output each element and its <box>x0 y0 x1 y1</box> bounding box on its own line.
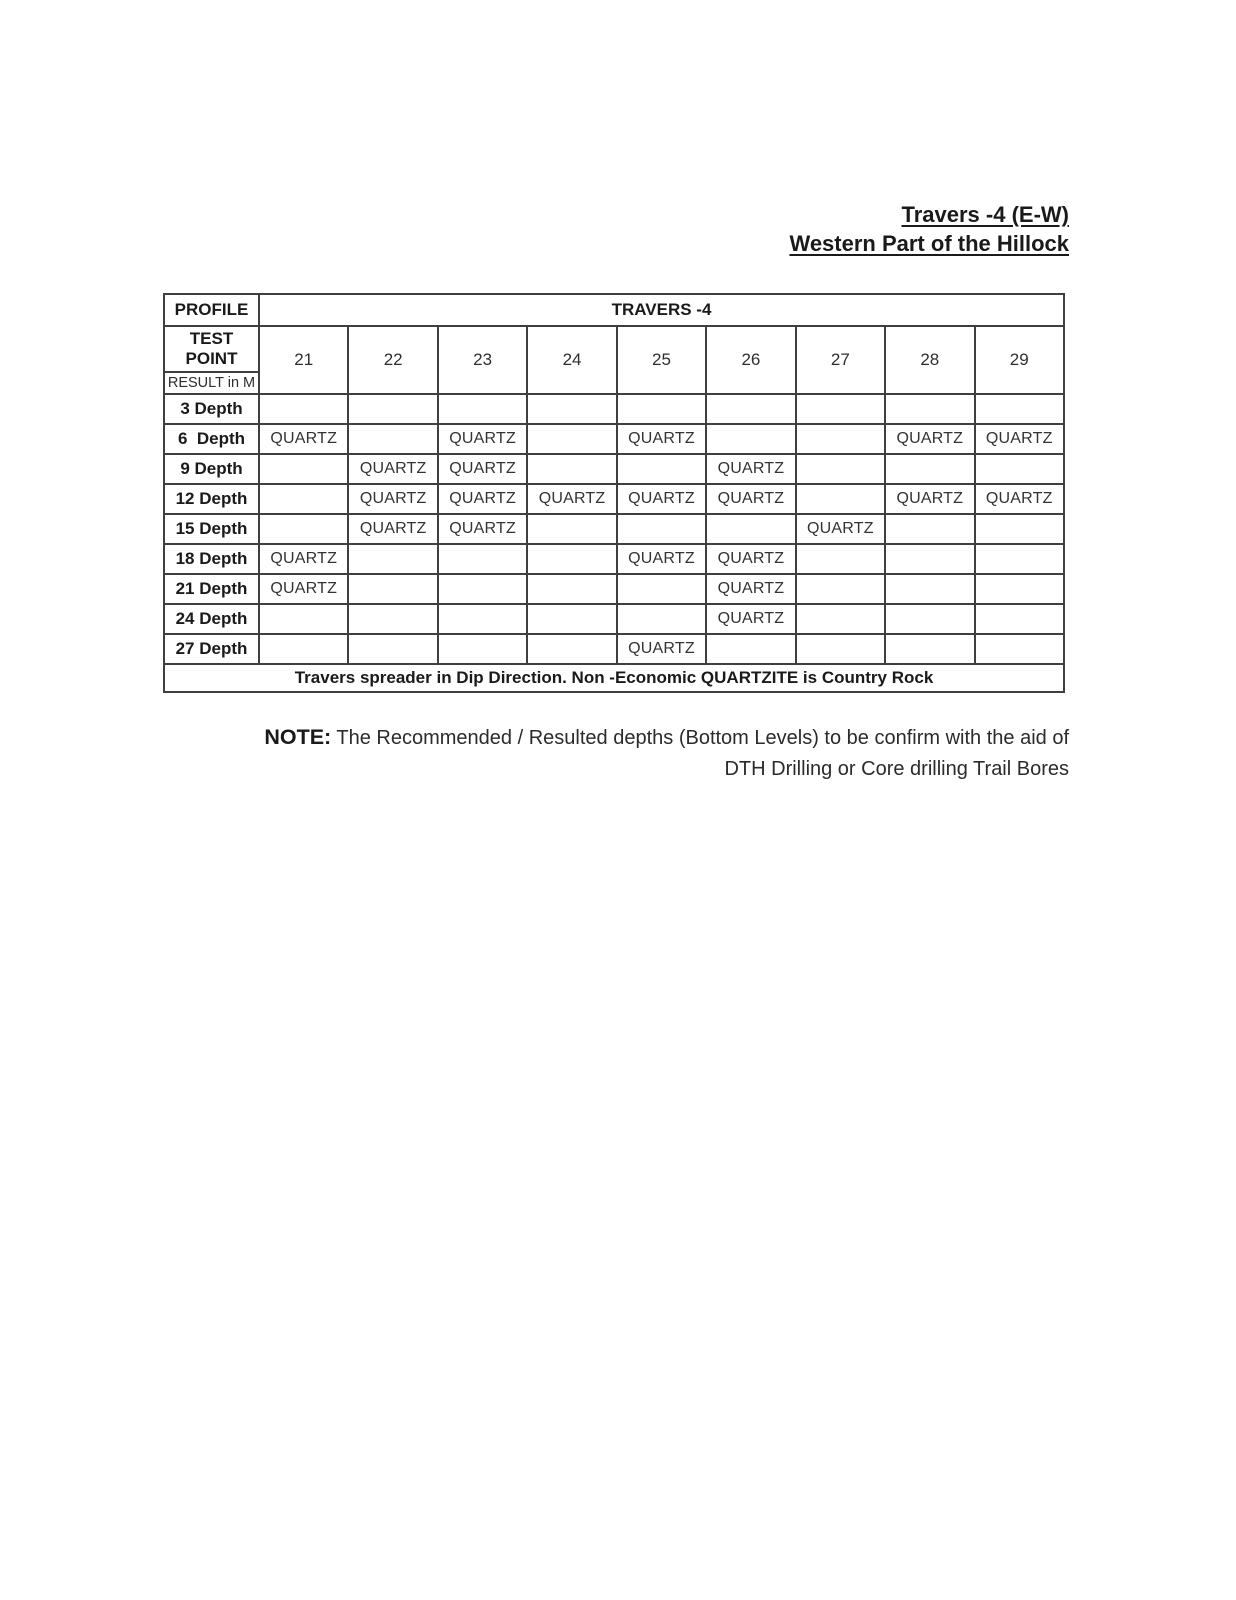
empty-cell <box>706 424 795 454</box>
empty-cell <box>348 544 437 574</box>
quartz-cell: QUARTZ <box>527 484 616 514</box>
table-row <box>164 484 1064 514</box>
empty-cell <box>348 574 437 604</box>
empty-cell <box>975 514 1065 544</box>
column-header-29: 29 <box>975 326 1065 394</box>
empty-cell <box>796 424 885 454</box>
table-row <box>164 574 1064 604</box>
empty-cell <box>796 394 885 424</box>
quartz-cell: QUARTZ <box>617 634 706 664</box>
empty-cell <box>438 604 527 634</box>
empty-cell <box>527 604 616 634</box>
note-line-1: The Recommended / Resulted depths (Bottom Levels) to be confirm with the aid of <box>336 727 1069 749</box>
empty-cell <box>796 484 885 514</box>
empty-cell <box>348 604 437 634</box>
table-row <box>164 424 1064 454</box>
depth-row-label: 9 Depth <box>164 454 259 484</box>
quartz-cell: QUARTZ <box>438 454 527 484</box>
table-row <box>164 394 1064 424</box>
empty-cell <box>796 634 885 664</box>
result-in-m-label: RESULT in M <box>164 372 259 394</box>
column-header-25: 25 <box>617 326 706 394</box>
test-point-label: TEST POINT <box>164 326 259 372</box>
quartz-cell: QUARTZ <box>259 544 348 574</box>
page-title-line-2: Western Part of the Hillock <box>789 231 1069 256</box>
empty-cell <box>617 454 706 484</box>
empty-cell <box>975 394 1065 424</box>
note-label: NOTE: <box>264 725 332 749</box>
empty-cell <box>885 394 974 424</box>
empty-cell <box>975 544 1065 574</box>
quartz-cell: QUARTZ <box>438 484 527 514</box>
empty-cell <box>527 394 616 424</box>
profile-row <box>164 294 1064 326</box>
empty-cell <box>706 394 795 424</box>
empty-cell <box>885 454 974 484</box>
quartz-cell: QUARTZ <box>617 424 706 454</box>
depth-row-label: 18 Depth <box>164 544 259 574</box>
empty-cell <box>885 604 974 634</box>
empty-cell <box>975 634 1065 664</box>
table-row <box>164 454 1064 484</box>
empty-cell <box>259 634 348 664</box>
empty-cell <box>885 514 974 544</box>
quartz-cell: QUARTZ <box>706 574 795 604</box>
table-row <box>164 544 1064 574</box>
column-header-28: 28 <box>885 326 974 394</box>
empty-cell <box>796 604 885 634</box>
quartz-cell: QUARTZ <box>885 424 974 454</box>
results-table-wrap <box>163 293 1065 693</box>
empty-cell <box>617 574 706 604</box>
quartz-cell: QUARTZ <box>259 424 348 454</box>
quartz-cell: QUARTZ <box>706 544 795 574</box>
empty-cell <box>259 484 348 514</box>
table-footer-text: Travers spreader in Dip Direction. Non -Economic QUARTZITE is Country Rock <box>164 664 1064 692</box>
empty-cell <box>259 514 348 544</box>
empty-cell <box>975 604 1065 634</box>
test-point-row <box>164 326 1064 372</box>
empty-cell <box>527 574 616 604</box>
quartz-cell: QUARTZ <box>348 454 437 484</box>
empty-cell <box>706 634 795 664</box>
quartz-cell: QUARTZ <box>706 454 795 484</box>
empty-cell <box>259 394 348 424</box>
depth-row-label: 21 Depth <box>164 574 259 604</box>
quartz-cell: QUARTZ <box>348 514 437 544</box>
empty-cell <box>885 544 974 574</box>
column-header-27: 27 <box>796 326 885 394</box>
page-title-line-1: Travers -4 (E-W) <box>901 202 1069 227</box>
empty-cell <box>617 514 706 544</box>
table-row <box>164 634 1064 664</box>
empty-cell <box>617 604 706 634</box>
quartz-cell: QUARTZ <box>796 514 885 544</box>
table-footer-row <box>164 664 1064 692</box>
empty-cell <box>348 394 437 424</box>
depth-row-label: 3 Depth <box>164 394 259 424</box>
empty-cell <box>796 574 885 604</box>
empty-cell <box>975 454 1065 484</box>
empty-cell <box>617 394 706 424</box>
empty-cell <box>527 544 616 574</box>
column-header-21: 21 <box>259 326 348 394</box>
depth-row-label: 27 Depth <box>164 634 259 664</box>
empty-cell <box>975 574 1065 604</box>
quartz-cell: QUARTZ <box>348 484 437 514</box>
empty-cell <box>348 424 437 454</box>
quartz-cell: QUARTZ <box>617 544 706 574</box>
empty-cell <box>259 604 348 634</box>
column-header-26: 26 <box>706 326 795 394</box>
note-paragraph <box>187 722 1069 785</box>
travers-results-table <box>163 293 1065 693</box>
depth-row-label: 12 Depth <box>164 484 259 514</box>
empty-cell <box>885 634 974 664</box>
empty-cell <box>885 574 974 604</box>
table-row <box>164 604 1064 634</box>
empty-cell <box>438 394 527 424</box>
quartz-cell: QUARTZ <box>617 484 706 514</box>
quartz-cell: QUARTZ <box>975 424 1065 454</box>
empty-cell <box>348 634 437 664</box>
empty-cell <box>259 454 348 484</box>
empty-cell <box>438 634 527 664</box>
depth-row-label: 15 Depth <box>164 514 259 544</box>
quartz-cell: QUARTZ <box>438 424 527 454</box>
empty-cell <box>706 514 795 544</box>
empty-cell <box>438 574 527 604</box>
empty-cell <box>438 544 527 574</box>
profile-label: PROFILE <box>164 294 259 326</box>
note-line-2: DTH Drilling or Core drilling Trail Bores <box>724 758 1069 780</box>
empty-cell <box>796 454 885 484</box>
quartz-cell: QUARTZ <box>259 574 348 604</box>
quartz-cell: QUARTZ <box>975 484 1065 514</box>
empty-cell <box>527 634 616 664</box>
column-header-24: 24 <box>527 326 616 394</box>
table-row <box>164 514 1064 544</box>
empty-cell <box>527 454 616 484</box>
quartz-cell: QUARTZ <box>438 514 527 544</box>
quartz-cell: QUARTZ <box>885 484 974 514</box>
quartz-cell: QUARTZ <box>706 604 795 634</box>
depth-row-label: 6 Depth <box>164 424 259 454</box>
depth-row-label: 24 Depth <box>164 604 259 634</box>
empty-cell <box>527 424 616 454</box>
column-header-23: 23 <box>438 326 527 394</box>
travers-label: TRAVERS -4 <box>259 294 1064 326</box>
empty-cell <box>796 544 885 574</box>
title-block <box>789 200 1069 258</box>
column-header-22: 22 <box>348 326 437 394</box>
empty-cell <box>527 514 616 544</box>
quartz-cell: QUARTZ <box>706 484 795 514</box>
